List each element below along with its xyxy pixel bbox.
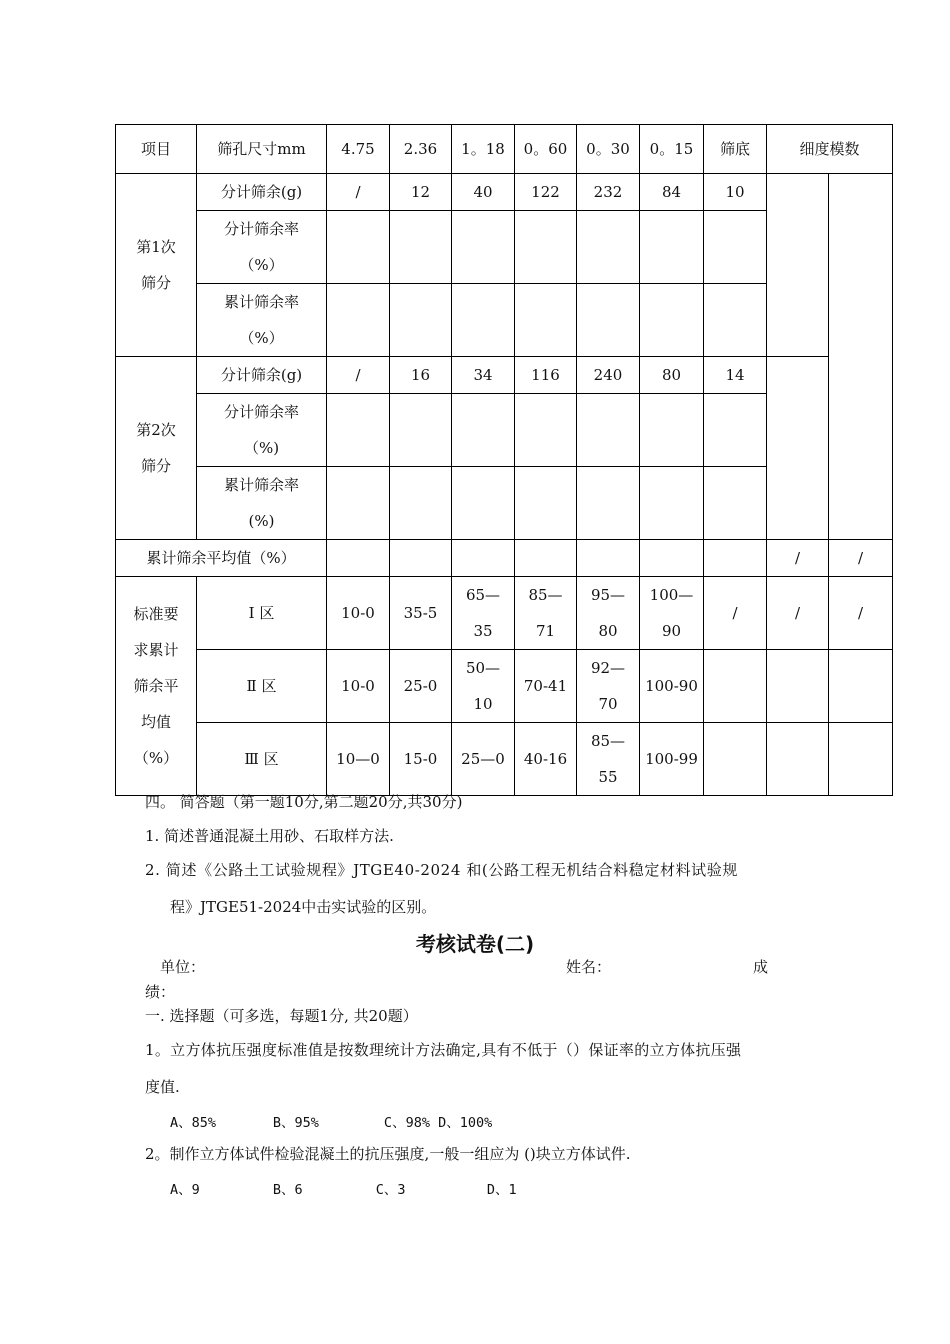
header-size: 1。18 <box>452 125 515 174</box>
standard-zone2-row <box>116 650 893 723</box>
table-cell: 84 <box>640 174 704 211</box>
row-label: 分计筛余率 （%） <box>197 211 327 284</box>
table-cell: 40 <box>452 174 515 211</box>
section4-question-2-line1: 2. 简述《公路土工试验规程》JTGE40-2024 和(公路工程无机结合料稳定材料试验规 <box>145 861 738 879</box>
row-label: 累计筛余率 （%） <box>197 284 327 357</box>
unit-label: 单位： <box>160 958 206 976</box>
table-cell: 85— 55 <box>577 723 640 796</box>
table-cell: 100-99 <box>640 723 704 796</box>
zone-name: Ⅱ 区 <box>197 650 327 723</box>
table-cell: 92— 70 <box>577 650 640 723</box>
question-1-options: A、85% B、95% C、98% D、100% <box>170 1115 493 1131</box>
average-row-label: 累计筛余平均值（%） <box>116 540 327 577</box>
table-cell: 34 <box>452 357 515 394</box>
section4-question-1: 1. 简述普通混凝土用砂、石取样方法. <box>145 827 394 845</box>
table-cell: / <box>704 577 767 650</box>
table-cell: / <box>767 577 829 650</box>
table-cell: 116 <box>515 357 577 394</box>
header-pan: 筛底 <box>704 125 767 174</box>
table-cell: / <box>327 174 390 211</box>
row-label: 分计筛余(g) <box>197 357 327 394</box>
name-label: 姓名： <box>566 958 612 976</box>
table-cell: / <box>829 577 893 650</box>
row-label: 分计筛余(g) <box>197 174 327 211</box>
table-cell: 100— 90 <box>640 577 704 650</box>
table-cell: 95— 80 <box>577 577 640 650</box>
header-size: 4.75 <box>327 125 390 174</box>
zone-name: Ⅲ 区 <box>197 723 327 796</box>
table-cell: 232 <box>577 174 640 211</box>
table-cell: 10-0 <box>327 650 390 723</box>
exam2-title: 考核试卷(二) <box>415 932 535 956</box>
table-cell: 240 <box>577 357 640 394</box>
table-cell: 70-41 <box>515 650 577 723</box>
table-cell: / <box>767 540 829 577</box>
row-label: 累计筛余率 (%) <box>197 467 327 540</box>
table-cell: 65— 35 <box>452 577 515 650</box>
header-size: 0。60 <box>515 125 577 174</box>
question-1-line2: 度值. <box>145 1078 180 1096</box>
table-cell: 14 <box>704 357 767 394</box>
group1-label: 第1次 筛分 <box>116 174 197 357</box>
section4-heading: 四。 简答题（第一题10分,第二题20分,共30分) <box>145 793 463 811</box>
header-size: 0。30 <box>577 125 640 174</box>
score-label-part2: 绩： <box>145 983 176 1001</box>
table-cell: 10—0 <box>327 723 390 796</box>
score-label-part1: 成 <box>753 958 769 976</box>
table-cell: / <box>327 357 390 394</box>
table-cell: 40-16 <box>515 723 577 796</box>
table-cell: 85— 71 <box>515 577 577 650</box>
zone-name: Ⅰ 区 <box>197 577 327 650</box>
row-label: 分计筛余率 （%) <box>197 394 327 467</box>
question-2: 2。制作立方体试件检验混凝土的抗压强度,一般一组应为 ()块立方体试件. <box>145 1145 631 1163</box>
table-cell: 50— 10 <box>452 650 515 723</box>
header-size: 2.36 <box>390 125 452 174</box>
header-row <box>116 125 893 174</box>
table-cell: 100-90 <box>640 650 704 723</box>
fineness-average-cell <box>829 174 893 540</box>
header-item: 项目 <box>116 125 197 174</box>
header-fineness-modulus: 细度模数 <box>767 125 893 174</box>
table-cell: 25—0 <box>452 723 515 796</box>
question-1-line1: 1。立方体抗压强度标准值是按数理统计方法确定,具有不低于（）保证率的立方体抗压强 <box>145 1041 742 1059</box>
standard-label: 标准要 求累计 筛余平 均值 （%） <box>116 577 197 796</box>
section4-question-2-line2: 程》JTGE51-2024中击实试验的区别。 <box>170 898 437 916</box>
fineness-cell-group1 <box>767 174 829 357</box>
table-cell: 80 <box>640 357 704 394</box>
table-cell: 25-0 <box>390 650 452 723</box>
header-sieve-size: 筛孔尺寸mm <box>197 125 327 174</box>
sieve-analysis-table <box>115 124 893 796</box>
table-cell: 122 <box>515 174 577 211</box>
header-size: 0。15 <box>640 125 704 174</box>
table-cell: 15-0 <box>390 723 452 796</box>
table-cell: 16 <box>390 357 452 394</box>
table-cell: 10-0 <box>327 577 390 650</box>
group2-label: 第2次 筛分 <box>116 357 197 540</box>
table-cell: 35-5 <box>390 577 452 650</box>
table-cell: 10 <box>704 174 767 211</box>
average-row <box>116 540 893 577</box>
table-row <box>116 357 893 394</box>
question-2-options: A、9 B、6 C、3 D、1 <box>170 1182 517 1198</box>
standard-zone3-row <box>116 723 893 796</box>
table-row <box>116 174 893 211</box>
table-cell: 12 <box>390 174 452 211</box>
fineness-cell-group2 <box>767 357 829 540</box>
section1-heading: 一. 选择题（可多选，每题1分, 共20题） <box>145 1007 418 1025</box>
standard-zone1-row <box>116 577 893 650</box>
table-cell: / <box>829 540 893 577</box>
